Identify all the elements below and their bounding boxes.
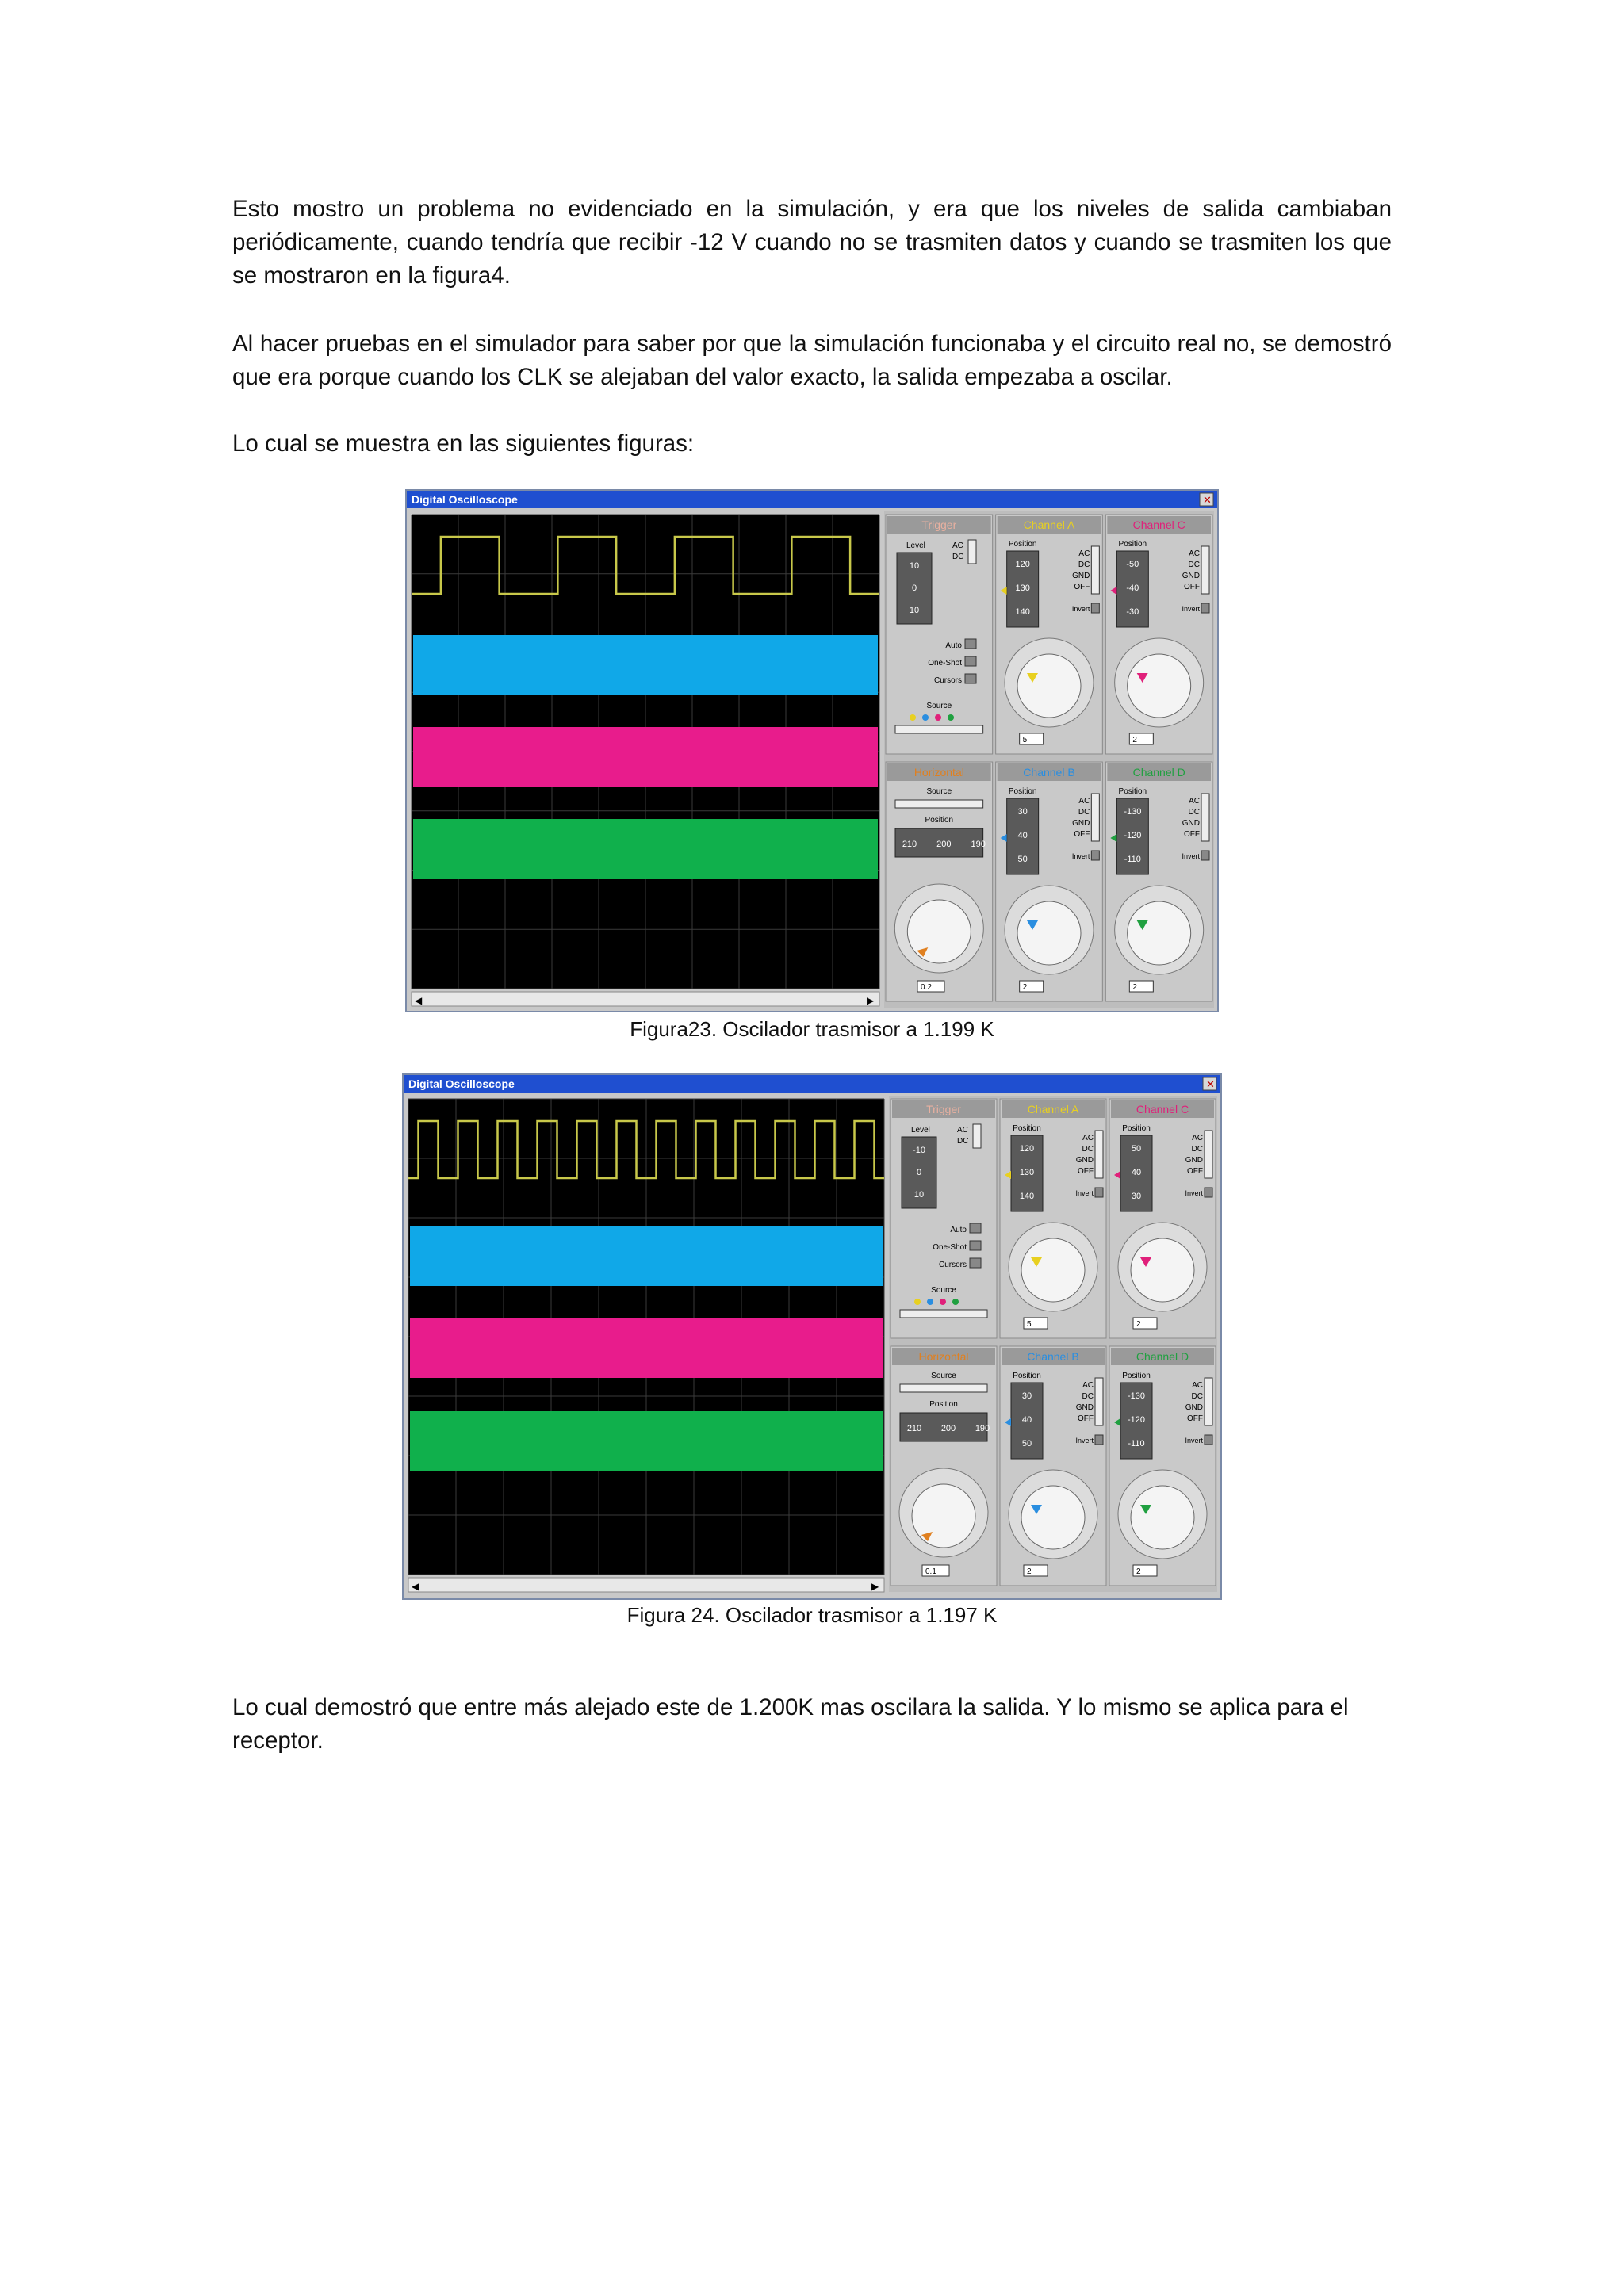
gnd-label: GND — [1185, 1156, 1203, 1165]
gnd-label: GND — [1185, 1403, 1203, 1412]
panel-title: Trigger — [921, 519, 957, 531]
position-readout: 50 — [1017, 855, 1028, 864]
gnd-label: GND — [1182, 572, 1200, 580]
source-dot — [952, 1299, 959, 1305]
title-bar — [404, 1075, 1220, 1093]
horizontal-panel — [886, 762, 993, 1001]
position-readout: 40 — [1021, 1415, 1032, 1425]
panel-title: Channel A — [1027, 1103, 1079, 1115]
volts-value: 2 — [1136, 1567, 1141, 1576]
channel-c-panel — [1109, 1099, 1216, 1338]
dc-label: DC — [1191, 1145, 1203, 1154]
source-dot — [940, 1299, 946, 1305]
position-label: Position — [929, 1400, 958, 1409]
paragraph-2: Al hacer pruebas en el simulador para saber por que la simulación funcionaba y el circuito real no, se demostró que era porque cuando los CLK se alejaban del valor exacto, la salida empezaba a oscilar. — [232, 331, 1392, 390]
position-readout: 140 — [1019, 1192, 1035, 1201]
horizontal-readout: 200 — [936, 840, 952, 849]
coupling-switch[interactable] — [968, 540, 976, 564]
timebase-knob[interactable] — [912, 1484, 975, 1548]
one-shot-label: One-Shot — [928, 659, 962, 668]
invert-toggle[interactable] — [1201, 603, 1209, 613]
coupling-switch[interactable] — [1091, 546, 1099, 594]
position-readout: -120 — [1127, 1415, 1146, 1425]
volts-value: 5 — [1027, 1320, 1032, 1329]
invert-label: Invert — [1185, 1189, 1203, 1197]
invert-label: Invert — [1075, 1189, 1094, 1197]
level-readout: 10 — [909, 561, 920, 571]
level-label: Level — [906, 541, 925, 550]
coupling-switch[interactable] — [1095, 1378, 1103, 1425]
trigger-panel — [886, 515, 993, 754]
horizontal-source-slider[interactable] — [900, 1384, 987, 1392]
coupling-switch[interactable] — [1201, 546, 1209, 594]
source-dot — [935, 714, 941, 721]
panel-title: Horizontal — [918, 1350, 969, 1363]
volts-value: 5 — [1022, 736, 1028, 744]
horizontal-scrollbar[interactable] — [408, 1578, 884, 1592]
off-label: OFF — [1184, 830, 1200, 839]
invert-label: Invert — [1071, 605, 1090, 613]
auto-toggle[interactable] — [965, 639, 976, 649]
position-readout: 40 — [1017, 831, 1028, 840]
position-readout: 120 — [1019, 1144, 1035, 1154]
source-label: Source — [926, 787, 952, 796]
close-button[interactable] — [1200, 493, 1213, 507]
dc-label: DC — [1188, 561, 1200, 569]
level-readout: 0 — [916, 1168, 922, 1177]
ac-label: AC — [1078, 549, 1090, 558]
trigger-panel — [891, 1099, 997, 1338]
dc-label: DC — [1191, 1392, 1203, 1401]
panel-title: Trigger — [926, 1103, 961, 1115]
level-readout: -10 — [913, 1146, 925, 1155]
invert-label: Invert — [1182, 605, 1200, 613]
position-readout: -40 — [1126, 584, 1139, 593]
coupling-switch[interactable] — [973, 1124, 981, 1148]
panel-title: Channel D — [1132, 766, 1185, 779]
off-label: OFF — [1184, 583, 1200, 591]
coupling-switch[interactable] — [1201, 794, 1209, 841]
volts-knob[interactable] — [1128, 901, 1191, 965]
horizontal-readout: 190 — [971, 840, 986, 849]
position-readout: 50 — [1131, 1144, 1142, 1154]
position-readout: -50 — [1126, 560, 1139, 569]
cursors-label: Cursors — [933, 676, 962, 685]
invert-label: Invert — [1071, 852, 1090, 860]
channel-d-panel — [1105, 762, 1212, 1001]
scroll-right-icon[interactable]: ▶ — [867, 995, 875, 1006]
ac-label: AC — [1192, 1381, 1203, 1390]
horizontal-readout: 210 — [906, 1424, 922, 1433]
auto-label: Auto — [945, 641, 962, 650]
invert-label: Invert — [1075, 1437, 1094, 1445]
source-slider[interactable] — [900, 1310, 987, 1318]
scroll-right-icon[interactable]: ▶ — [871, 1581, 879, 1592]
horizontal-scrollbar[interactable] — [412, 992, 879, 1006]
source-dot — [910, 714, 916, 721]
invert-toggle[interactable] — [1095, 1435, 1103, 1445]
off-label: OFF — [1074, 583, 1090, 591]
coupling-switch[interactable] — [1205, 1378, 1212, 1425]
control-panel — [884, 511, 1214, 1008]
volts-knob[interactable] — [1128, 654, 1191, 718]
level-readout: 10 — [909, 606, 920, 615]
dc-label: DC — [952, 553, 964, 561]
position-label: Position — [1008, 540, 1037, 549]
level-readout: 0 — [911, 584, 917, 593]
volts-knob[interactable] — [1131, 1238, 1194, 1302]
channel-d-panel — [1109, 1346, 1216, 1586]
channel-c-panel — [1105, 515, 1212, 754]
panel-title: Channel C — [1132, 519, 1185, 531]
ac-label: AC — [1189, 549, 1200, 558]
invert-toggle[interactable] — [1095, 1188, 1103, 1197]
position-label: Position — [1008, 787, 1037, 796]
dc-label: DC — [1078, 808, 1090, 817]
ac-label: AC — [1082, 1134, 1094, 1142]
volts-knob[interactable] — [1017, 654, 1081, 718]
invert-toggle[interactable] — [1091, 851, 1099, 860]
auto-toggle[interactable] — [970, 1223, 981, 1233]
gnd-label: GND — [1075, 1156, 1094, 1165]
channel-b-trace — [413, 635, 878, 695]
cursors-label: Cursors — [938, 1261, 967, 1269]
dc-label: DC — [1188, 808, 1200, 817]
off-label: OFF — [1078, 1414, 1094, 1423]
timebase-knob[interactable] — [907, 900, 971, 963]
source-dot — [922, 714, 929, 721]
channel-c-trace — [413, 727, 878, 787]
position-readout: -30 — [1126, 607, 1139, 617]
window-title: Digital Oscilloscope — [408, 1077, 515, 1090]
panel-title: Channel D — [1136, 1350, 1189, 1363]
channel-a-panel — [1000, 1099, 1106, 1338]
volts-knob[interactable] — [1021, 1486, 1085, 1549]
volts-knob[interactable] — [1021, 1238, 1085, 1302]
horizontal-source-slider[interactable] — [895, 800, 983, 808]
invert-label: Invert — [1185, 1437, 1203, 1445]
one-shot-toggle[interactable] — [965, 656, 976, 666]
position-readout: -110 — [1128, 1439, 1145, 1448]
dc-label: DC — [1078, 561, 1090, 569]
horizontal-readout: 200 — [940, 1424, 956, 1433]
horizontal-readout: 190 — [975, 1424, 990, 1433]
volts-value: 2 — [1136, 1320, 1141, 1329]
coupling-switch[interactable] — [1095, 1131, 1103, 1178]
level-label: Level — [911, 1126, 930, 1135]
time-value: 0.2 — [921, 983, 932, 992]
position-readout: 130 — [1019, 1168, 1035, 1177]
panel-title: Channel C — [1136, 1103, 1189, 1115]
ac-label: AC — [952, 541, 963, 550]
level-readout: 10 — [914, 1190, 925, 1200]
window-title: Digital Oscilloscope — [412, 493, 518, 506]
position-readout: -120 — [1124, 831, 1142, 840]
position-readout: 30 — [1021, 1391, 1032, 1401]
gnd-label: GND — [1182, 819, 1200, 828]
coupling-switch[interactable] — [1091, 794, 1099, 841]
horizontal-panel — [891, 1346, 997, 1586]
ac-label: AC — [957, 1126, 968, 1135]
source-dot — [927, 1299, 933, 1305]
gnd-label: GND — [1072, 819, 1090, 828]
cursors-toggle[interactable] — [970, 1258, 981, 1268]
ac-label: AC — [1192, 1134, 1203, 1142]
position-label: Position — [925, 816, 954, 825]
volts-knob[interactable] — [1017, 901, 1081, 965]
source-label: Source — [931, 1286, 956, 1295]
panel-title: Horizontal — [914, 766, 964, 779]
auto-label: Auto — [950, 1226, 967, 1234]
channel-d-trace — [410, 1411, 883, 1471]
one-shot-toggle[interactable] — [970, 1241, 981, 1250]
position-readout: -110 — [1124, 855, 1141, 864]
position-readout: -130 — [1124, 807, 1142, 817]
panel-title: Channel A — [1023, 519, 1075, 531]
invert-toggle[interactable] — [1205, 1188, 1212, 1197]
position-readout: 130 — [1015, 584, 1030, 593]
figure-24-caption: Figura 24. Oscilador trasmisor a 1.197 K — [626, 1603, 998, 1627]
source-slider[interactable] — [895, 725, 983, 733]
off-label: OFF — [1078, 1167, 1094, 1176]
position-label: Position — [1118, 787, 1147, 796]
channel-d-trace — [413, 819, 878, 879]
figure-23-caption: Figura23. Oscilador trasmisor a 1.199 K — [630, 1017, 994, 1041]
volts-knob[interactable] — [1131, 1486, 1194, 1549]
scope-screen — [408, 1099, 884, 1575]
cursors-toggle[interactable] — [965, 674, 976, 683]
off-label: OFF — [1074, 830, 1090, 839]
one-shot-label: One-Shot — [933, 1243, 967, 1252]
position-label: Position — [1013, 1372, 1041, 1380]
source-label: Source — [926, 702, 952, 710]
horizontal-readout: 210 — [902, 840, 917, 849]
source-label: Source — [931, 1372, 956, 1380]
paragraph-1: Esto mostro un problema no evidenciado en la simulación, y era que los niveles de salida cambiaban periódicamente, cuando tendría que recibir -12 V cuando no se trasmiten datos y cuando se trasmiten los que se mostraron en la figura4. — [232, 196, 1392, 289]
ac-label: AC — [1082, 1381, 1094, 1390]
ac-label: AC — [1189, 797, 1200, 806]
channel-b-panel — [996, 762, 1103, 1001]
invert-label: Invert — [1182, 852, 1200, 860]
invert-toggle[interactable] — [1205, 1435, 1212, 1445]
volts-value: 2 — [1027, 1567, 1032, 1576]
title-bar — [407, 491, 1217, 508]
panel-title: Channel B — [1027, 1350, 1079, 1363]
scroll-left-icon[interactable]: ◀ — [415, 995, 423, 1006]
position-label: Position — [1122, 1372, 1151, 1380]
position-label: Position — [1118, 540, 1147, 549]
volts-value: 2 — [1022, 983, 1028, 992]
panel-title: Channel B — [1023, 766, 1075, 779]
position-label: Position — [1122, 1124, 1151, 1133]
dc-label: DC — [1082, 1145, 1094, 1154]
invert-toggle[interactable] — [1091, 603, 1099, 613]
paragraph-4: Lo cual demostró que entre más alejado este de 1.200K mas oscilara la salida. Y lo mismo se aplica para el receptor. — [232, 1694, 1349, 1754]
position-readout: 120 — [1015, 560, 1030, 569]
close-button[interactable] — [1203, 1077, 1216, 1091]
position-readout: 50 — [1021, 1439, 1032, 1448]
channel-c-trace — [410, 1318, 883, 1378]
channel-b-trace — [410, 1226, 883, 1286]
control-panel — [889, 1096, 1217, 1592]
position-readout: 30 — [1131, 1192, 1142, 1201]
time-value: 0.1 — [925, 1567, 936, 1576]
source-dot — [914, 1299, 921, 1305]
dc-label: DC — [1082, 1392, 1094, 1401]
scope-screen — [412, 515, 879, 989]
close-icon: ✕ — [1203, 495, 1212, 507]
volts-value: 2 — [1132, 736, 1137, 744]
channel-b-panel — [1000, 1346, 1106, 1586]
coupling-switch[interactable] — [1205, 1131, 1212, 1178]
ac-label: AC — [1078, 797, 1090, 806]
position-readout: 140 — [1015, 607, 1030, 617]
paragraph-3: Lo cual se muestra en las siguientes figuras: — [232, 430, 695, 457]
invert-toggle[interactable] — [1201, 851, 1209, 860]
position-readout: -130 — [1127, 1391, 1146, 1401]
oscilloscope-figure-24 — [402, 1073, 1222, 1600]
scroll-left-icon[interactable]: ◀ — [412, 1581, 419, 1592]
gnd-label: GND — [1075, 1403, 1094, 1412]
off-label: OFF — [1187, 1414, 1203, 1423]
channel-a-panel — [996, 515, 1103, 754]
dc-label: DC — [957, 1137, 969, 1146]
position-readout: 30 — [1017, 807, 1028, 817]
off-label: OFF — [1187, 1167, 1203, 1176]
position-label: Position — [1013, 1124, 1041, 1133]
source-dot — [948, 714, 954, 721]
position-readout: 40 — [1131, 1168, 1142, 1177]
volts-value: 2 — [1132, 983, 1137, 992]
oscilloscope-figure-23 — [405, 489, 1219, 1012]
gnd-label: GND — [1072, 572, 1090, 580]
close-icon: ✕ — [1206, 1079, 1215, 1091]
